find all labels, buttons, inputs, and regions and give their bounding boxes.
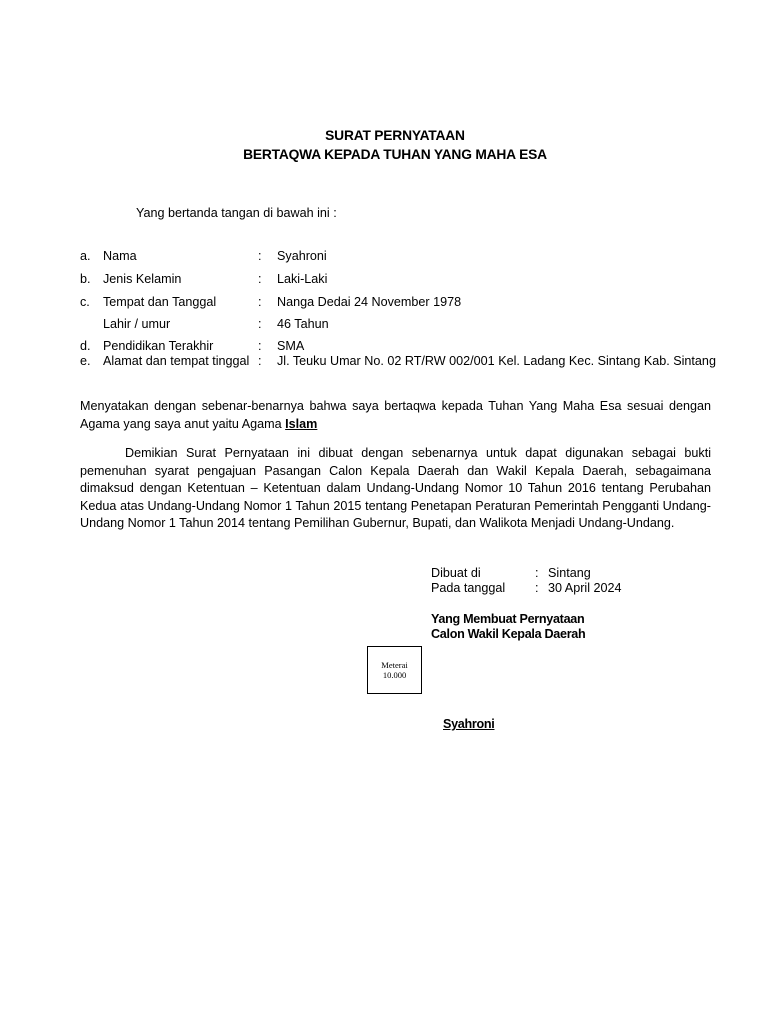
field-letter: b. (80, 272, 91, 286)
field-label: Nama (103, 249, 137, 263)
maker-position: Calon Wakil Kepala Daerah (431, 627, 586, 641)
field-row-name (80, 248, 720, 265)
date-label: Pada tanggal (431, 581, 506, 595)
field-value: SMA (277, 339, 305, 353)
field-row-age (80, 316, 720, 333)
place-label: Dibuat di (431, 566, 481, 580)
field-label: Pendidikan Terakhir (103, 339, 214, 353)
field-letter: a. (80, 249, 91, 263)
statement-paragraph (80, 398, 711, 433)
field-colon: : (258, 339, 262, 353)
document-subtitle: BERTAQWA KEPADA TUHAN YANG MAHA ESA (243, 147, 547, 162)
maker-title: Yang Membuat Pernyataan (431, 612, 585, 626)
field-label: Jenis Kelamin (103, 272, 182, 286)
field-value: Nanga Dedai 24 November 1978 (277, 295, 462, 309)
place-colon: : (535, 566, 539, 580)
meterai-label: Meterai (381, 660, 408, 670)
religion-value: Islam (285, 416, 318, 431)
field-label: Alamat dan tempat tinggal (103, 354, 250, 368)
date-value: 30 April 2024 (548, 581, 622, 595)
field-label: Lahir / umur (103, 317, 171, 331)
field-row-gender (80, 271, 720, 288)
field-colon: : (258, 317, 262, 331)
place-value: Sintang (548, 566, 591, 580)
meterai-stamp-box (367, 646, 422, 694)
closing-paragraph: Demikian Surat Pernyataan ini dibuat dengan sebenarnya untuk dapat digunakan sebagai bukti pemenuhan syarat pengajuan Pasangan Calon Kepala Daerah dan Wakil Kepala Daerah, sebagaimana dimaksud dengan Ketentuan – Ketentuan dalam Undang-Undang Nomor 10 Tahun 2016 tentang Perubahan Kedua atas Undang-Undang Nomor 1 Tahun 2015 tentang Penetapan Peraturan Pemerintah Pengganti Undang-Undang Nomor 1 Tahun 2014 tentang Pemilihan Gubernur, Bupati, dan Walikota Menjadi Undang-Undang. (80, 446, 711, 530)
field-value: Jl. Teuku Umar No. 02 RT/RW 002/001 Kel. Ladang Kec. Sintang Kab. Sintang (277, 354, 716, 368)
field-row-address (80, 353, 720, 370)
field-colon: : (258, 272, 262, 286)
field-colon: : (258, 295, 262, 309)
field-colon: : (258, 354, 262, 368)
signature-date-row (431, 580, 731, 597)
meterai-value: 10.000 (382, 670, 407, 680)
field-colon: : (258, 249, 262, 263)
field-letter: d. (80, 339, 91, 353)
field-label: Tempat dan Tanggal (103, 295, 217, 309)
intro-text: Yang bertanda tangan di bawah ini : (136, 206, 337, 220)
field-row-birthplace (80, 294, 720, 311)
field-value: Laki-Laki (277, 272, 328, 286)
field-letter: e. (80, 354, 91, 368)
date-colon: : (535, 581, 539, 595)
field-letter: c. (80, 295, 90, 309)
statement-text: Menyatakan dengan sebenar-benarnya bahwa saya bertaqwa kepada Tuhan Yang Maha Esa sesuai dengan Agama yang saya anut yaitu Agama (80, 399, 711, 431)
signer-name: Syahroni (443, 717, 495, 731)
field-value: 46 Tahun (277, 317, 329, 331)
field-value: Syahroni (277, 249, 327, 263)
document-title: SURAT PERNYATAAN (325, 128, 465, 143)
